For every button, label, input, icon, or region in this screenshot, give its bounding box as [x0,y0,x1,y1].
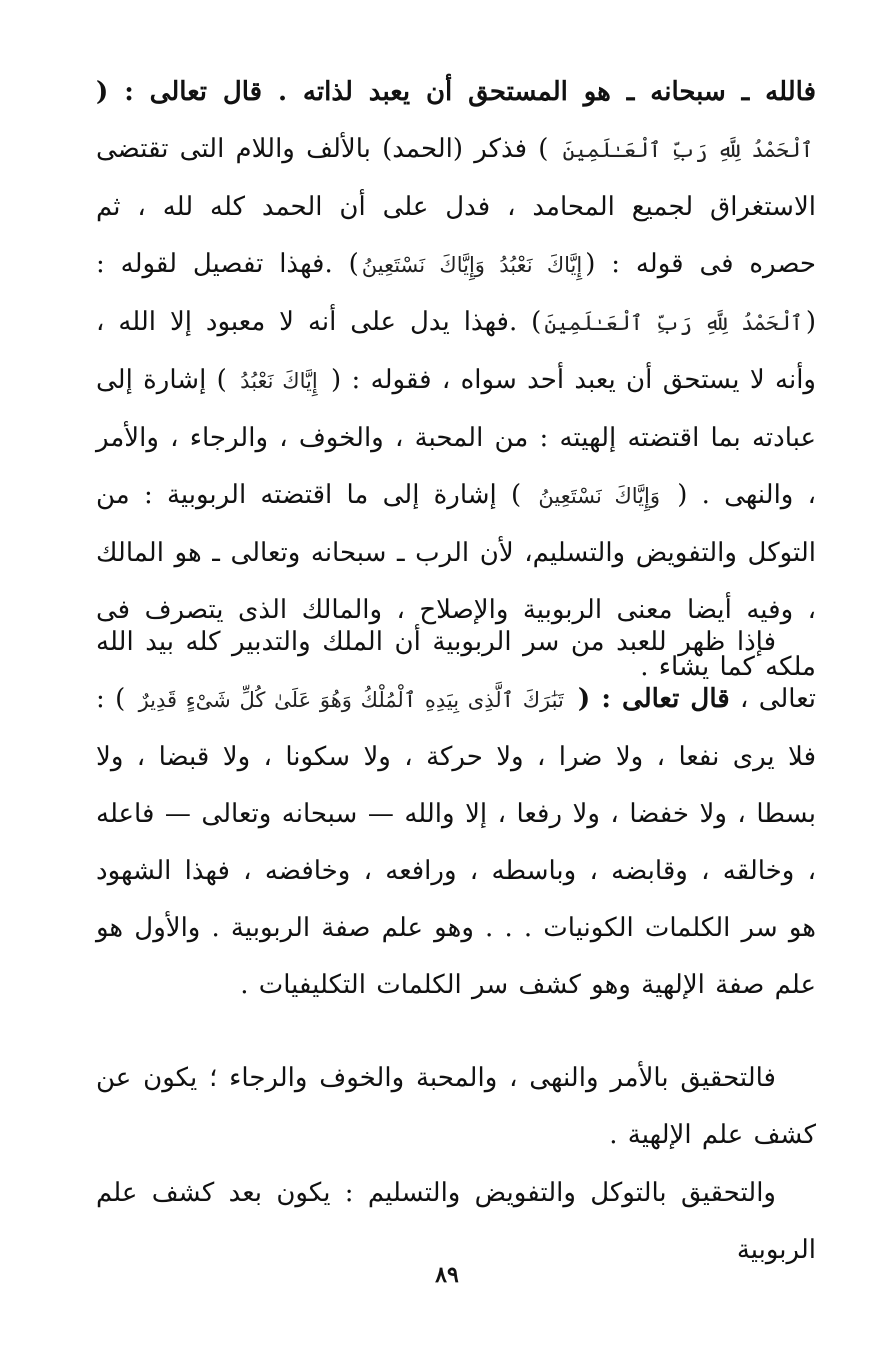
text-segment: ) .فهذا تفصيل لقوله : ( [96,249,816,337]
text-segment: فإذا ظهر للعبد من سر الربوبية أن الملك والتدبير كله بيد الله تعالى ، [96,627,817,714]
paragraph-text: والتحقيق بالتوكل والتفويض والتسليم : يكون بعد كشف علم الربوبية [96,1178,816,1265]
text-segment: ) إشارة إلى عبادته بما اقتضته إلهيته : من المحبة ، والخوف ، والرجاء ، والأمر ، والنهى . ( [96,365,816,510]
page-number: ٨٩ [435,1262,459,1288]
text-segment: فالله ـ سبحانه ـ هو المستحق أن يعبد لذاته . قال تعالى : ( [96,77,817,107]
quran-verse: إِيَّاكَ نَعْبُدُ وَإِيَّاكَ نَسْتَعِينُ [361,253,583,277]
text-segment: قال تعالى : ( [566,684,730,714]
quran-verse: وَإِيَّاكَ نَسْتَعِينُ [538,484,660,508]
text-segment: ) إشارة إلى ما اقتضته الربوبية : من التوكل والتفويض والتسليم، لأن الرب ـ سبحانه وتعالى ـ هو المالك ، وفيه أيضا معنى الربوبية والإصلاح ، والمالك الذى يتصرف فى ملكه كما يشاء . [96,480,816,682]
quran-verse: ٱلْحَمْدُ لِلَّهِ رَبِّ ٱلْعَـٰلَمِينَ [544,311,803,335]
paragraph-text [96,64,816,696]
paragraph-1 [96,64,816,696]
text-segment: ) .فهذا يدل على أنه لا معبود إلا الله ، وأنه لا يستحق أن يعبد أحد سواه ، فقوله : ( [96,307,816,395]
paragraph-text [96,614,816,1014]
quran-verse: تَبَٰرَكَ ٱلَّذِى بِيَدِهِ ٱلْمُلْكُ وَهُوَ عَلَىٰ كُلِّ شَىْءٍ قَدِيرٌ [138,688,564,712]
text-segment: ) فذكر (الحمد) بالألف واللام التى تقتضى الاستغراق لجميع المحامد ، فدل على أن الحمد كله لله ، ثم حصره فى قوله : ( [96,134,816,279]
paragraph-2 [96,614,816,1014]
quran-verse: ٱلْحَمْدُ لِلَّهِ رَبِّ ٱلْعَـٰلَمِينَ [562,138,813,162]
text-segment: ) : فلا يرى نفعا ، ولا ضرا ، ولا حركة ، ولا سكونا ، ولا قبضا ، ولا بسطا ، ولا خفضا ، ولا رفعا ، إلا والله — سبحانه وتعالى — فاعله ، وخالقه ، وقابضه ، وباسطه ، ورافعه ، وخافضه ، فهذا الشهود هو سر الكلمات الكونيات . . . وهو علم صفة الربوبية . والأول هو علم صفة الإلهية وهو كشف سر الكلمات التكليفيات . [96,684,816,1000]
quran-verse: إِيَّاكَ نَعْبُدُ [240,369,318,393]
paragraph-text: فالتحقيق بالأمر والنهى ، والمحبة والخوف والرجاء ؛ يكون عن كشف علم الإلهية . [96,1063,816,1150]
paragraph-3 [96,1050,816,1164]
